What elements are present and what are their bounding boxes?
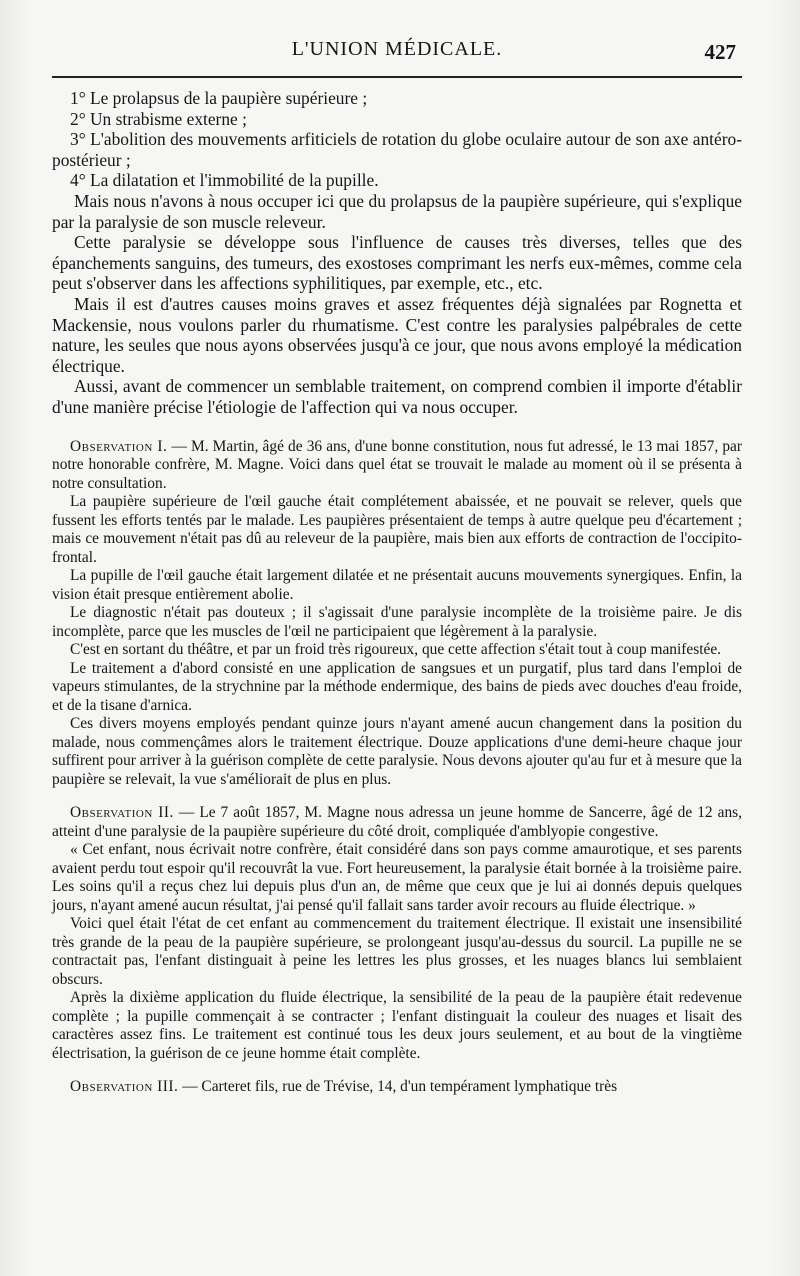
list-item: 1° Le prolapsus de la paupière supérieure ; — [70, 88, 368, 108]
paragraph: Après la dixième application du fluide électrique, la sensibilité de la peau de la paupière était redevenue complète ; la pupille commençait à se contracter ; l'enfant distinguait la couleur des nuages et lisait des caractères assez fins. Le traitement est continué tous les deux jours seulement, et au bout de la vingtième électrisation, la guérison de ce jeune homme était complète. — [52, 989, 742, 1062]
spacer — [52, 418, 742, 438]
observation-1 — [52, 438, 742, 790]
observation-label: Observation II. — [70, 804, 174, 821]
paragraph: Cette paralysie se développe sous l'influence de causes très diverses, telles que des épanchements sanguins, des tumeurs, des exostoses comprimant les nerfs eux-mêmes, comme cela peut s'observer dans les affections syphilitiques, par exemple, etc., etc. — [52, 232, 742, 294]
observation-lead-text: — Le 7 août 1857, M. Magne nous adressa un jeune homme de Sancerre, âgé de 12 ans, atteint d'une paralysie de la paupière supérieure du côté droit, compliquée d'amblyopie congestive. — [52, 804, 742, 840]
paragraph: Ces divers moyens employés pendant quinze jours n'ayant amené aucun changement dans la position du malade, nous commençâmes alors le traitement électrique. Douze applications d'une demi-heure chaque jour suffirent pour arriver à la guérison complète de cette paralysie. Nous devons ajouter qu'au fur et à mesure que la paupière se relevait, la vue s'améliorait de plus en plus. — [52, 715, 742, 788]
quotation-paragraph: « Cet enfant, nous écrivait notre confrère, était considéré dans son pays comme amaurotique, et ses parents avaient perdu tout espoir qu'il recouvrât la vue. Fort heureusement, la paralysie était bornée à la troisième paire. Les soins qu'il a reçus chez lui depuis plus d'un an, de même que ceux que je lui ai donnés depuis quelques jours, n'ayant amené aucun résultat, j'ai pensé qu'il fallait sans tarder avoir recours au fluide électrique. » — [52, 841, 742, 914]
spacer — [52, 1063, 742, 1078]
running-title: L'UNION MÉDICALE. — [291, 38, 503, 60]
page-header — [52, 38, 742, 78]
paragraph: C'est en sortant du théâtre, et par un froid très rigoureux, que cette affection s'était tout à coup manifestée. — [70, 641, 722, 658]
paragraph: Le diagnostic n'était pas douteux ; il s'agissait d'une paralysie incomplète de la troisième paire. Je dis incomplète, parce que les muscles de l'œil ne participaient que légèrement à la paralysie. — [52, 604, 742, 640]
spacer — [52, 789, 742, 804]
paragraph: Mais nous n'avons à nous occuper ici que du prolapsus de la paupière supérieure, qui s'explique par la paralysie de son muscle releveur. — [52, 190, 742, 232]
paragraph: La pupille de l'œil gauche était largement dilatée et ne présentait aucuns mouvements synergiques. Enfin, la vision était presque entièrement abolie. — [52, 567, 742, 603]
paragraph: La paupière supérieure de l'œil gauche était complétement abaissée, et ne pouvait se relever, quels que fussent les efforts tentés par le malade. Les paupières présentaient de temps à autre quelque peu d'écartement ; mais ce mouvement n'était pas dû au releveur de la paupière, mais bien aux efforts de contraction de l'occipito-frontal. — [52, 493, 742, 566]
paragraph: Le traitement a d'abord consisté en une application de sangsues et un purgatif, plus tard dans l'emploi de vapeurs stimulantes, de la strychnine par la méthode endermique, des bains de pieds avec douches d'eau froide, et de la tisane d'arnica. — [52, 659, 742, 714]
observation-lead-text: — M. Martin, âgé de 36 ans, d'une bonne constitution, nous fut adressé, le 13 mai 1857, par notre honorable confrère, M. Magne. Voici dans quel état se trouvait le malade au moment où il se présenta à notre consultation. — [52, 437, 742, 492]
list-item: 3° L'abolition des mouvements arfiticiels de rotation du globe oculaire autour de son axe antéro-postérieur ; — [52, 129, 742, 170]
observation-label: Observation I. — [70, 437, 168, 455]
paragraph: Voici quel était l'état de cet enfant au commencement du traitement électrique. Il existait une insensibilité très grande de la peau de la paupière supérieure, se prolongeant jusqu'au-dessus du sourcil. La pupille ne se contractait pas, l'enfant distinguait à peine les lettres les plus grosses, et les nuages blancs lui semblaient obscurs. — [52, 915, 742, 988]
paragraph: Aussi, avant de commencer un semblable traitement, on comprend combien il importe d'établir d'une manière précise l'étiologie de l'affection qui va nous occuper. — [52, 376, 742, 417]
observation-lead — [52, 438, 742, 494]
observation-lead — [52, 804, 742, 841]
intro-section — [52, 88, 742, 418]
list-item: 4° La dilatation et l'immobilité de la pupille. — [70, 170, 379, 191]
observation-2 — [52, 804, 742, 1063]
list-item: 2° Un strabisme externe ; — [70, 108, 247, 129]
observation-3 — [52, 1078, 742, 1097]
paragraph: Mais il est d'autres causes moins graves et assez fréquentes déjà signalées par Rognetta et Mackensie, nous voulons parler du rhumatisme. C'est contre les paralysies palpébrales de cette nature, les seules que nous ayons observées jusqu'à ce jour, que nous avons employé la médication électrique. — [52, 293, 742, 376]
observation-lead-text: — Carteret fils, rue de Trévise, 14, d'un tempérament lymphatique très — [178, 1078, 618, 1095]
header-rule — [52, 76, 742, 78]
page-body — [52, 88, 742, 1097]
observation-label: Observation III. — [70, 1078, 179, 1095]
observation-lead — [52, 1078, 742, 1097]
page-number: 427 — [704, 40, 736, 64]
